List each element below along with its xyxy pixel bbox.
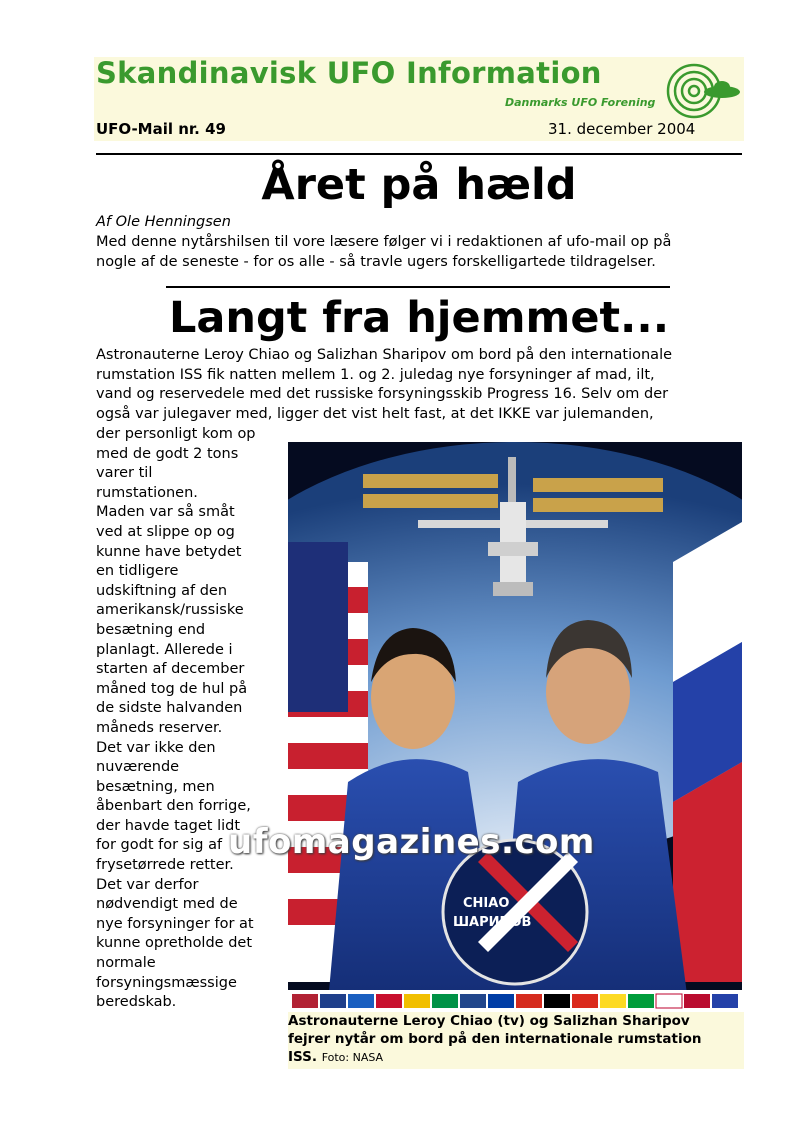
crew-photo-illustration xyxy=(288,442,742,1012)
column-line: Maden var så småt xyxy=(96,504,235,521)
column-line: forsyningsmæssige xyxy=(96,974,237,991)
column-line: med de godt 2 tons xyxy=(96,445,239,462)
caption-line: fejrer nytår om bord på den internationale rumstation xyxy=(288,1031,702,1047)
crew-photo xyxy=(288,442,742,1012)
column-line: nødvendigt med de xyxy=(96,896,238,913)
column-line: frysetørrede retter. xyxy=(96,857,234,874)
masthead-subtitle: Danmarks UFO Forening xyxy=(505,96,656,109)
header-divider xyxy=(96,153,742,155)
photo-caption xyxy=(288,1012,744,1069)
issue-number: UFO-Mail nr. 49 xyxy=(96,120,226,138)
column-line: starten af december xyxy=(96,661,245,678)
intro-line: Med denne nytårshilsen til vore læsere følger vi i redaktionen af ufo-mail op på xyxy=(96,234,672,250)
caption-last: ISS. xyxy=(288,1049,317,1065)
russian-flag-icon xyxy=(673,522,742,982)
column-line: en tidligere xyxy=(96,563,179,580)
column-line: ved at slippe op og xyxy=(96,523,235,540)
column-line: Det var ikke den xyxy=(96,739,216,756)
column-line: rumstationen. xyxy=(96,484,198,501)
flags-strip xyxy=(288,990,742,1012)
patch-text: CHIAO xyxy=(463,896,510,911)
column-line: måneds reserver. xyxy=(96,719,223,736)
column-line: besætning end xyxy=(96,621,206,638)
column-line: der havde taget lidt xyxy=(96,817,241,834)
article-headline: Langt fra hjemmet... xyxy=(168,293,670,343)
column-line: normale xyxy=(96,955,156,972)
column-line: måned tog de hul på xyxy=(96,680,248,697)
intro-line: nogle af de seneste - for os alle - så travle ugers forskelligartede tildragelser. xyxy=(96,253,656,270)
column-line: besætning, men xyxy=(96,778,215,795)
lead-line: også var julegaver med, ligger det vist helt fast, at det IKKE var julemanden, xyxy=(96,405,654,422)
column-line: amerikansk/russiske xyxy=(96,602,244,619)
column-line: kunne opretholde det xyxy=(96,935,253,952)
masthead-title: Skandinavisk UFO Information xyxy=(96,56,602,90)
lead-line: rumstation ISS fik natten mellem 1. og 2. juledag nye forsyninger af mad, ilt, xyxy=(96,366,655,383)
photo-credit: Foto: NASA xyxy=(321,1051,384,1064)
column-line: planlagt. Allerede i xyxy=(96,641,233,658)
lead-line: Astronauterne Leroy Chiao og Salizhan Sharipov om bord på den internationale xyxy=(96,347,673,363)
column-line: nuværende xyxy=(96,759,180,776)
ufo-target-logo-icon xyxy=(666,62,742,120)
section-divider xyxy=(166,286,670,288)
column-line: varer til xyxy=(96,465,153,482)
article-intro xyxy=(96,233,746,272)
article-lead xyxy=(96,346,742,424)
column-line: udskiftning af den xyxy=(96,582,228,599)
caption-line: Astronauterne Leroy Chiao (tv) og Salizhan Sharipov xyxy=(288,1013,690,1029)
issue-date: 31. december 2004 xyxy=(548,120,696,138)
article-byline: Af Ole Henningsen xyxy=(96,214,231,230)
column-line: åbenbart den forrige, xyxy=(96,798,251,815)
column-line: kunne have betydet xyxy=(96,543,242,560)
column-line: for godt for sig af xyxy=(96,837,223,854)
article-column xyxy=(96,425,276,1013)
column-line: de sidste halvanden xyxy=(96,700,243,717)
patch-text: ШАРИПОВ xyxy=(453,915,532,930)
article-headline: Året på hæld xyxy=(261,160,577,210)
column-line: nye forsyninger for at xyxy=(96,915,254,932)
lead-line: vand og reservedele med det russiske forsyningsskib Progress 16. Selv om der xyxy=(96,386,669,403)
column-line: Det var derfor xyxy=(96,876,199,893)
watermark: ufomagazines.com xyxy=(228,822,595,862)
column-line: der personligt kom op xyxy=(96,426,256,442)
caption-line xyxy=(288,1048,744,1067)
column-line: beredskab. xyxy=(96,994,177,1011)
